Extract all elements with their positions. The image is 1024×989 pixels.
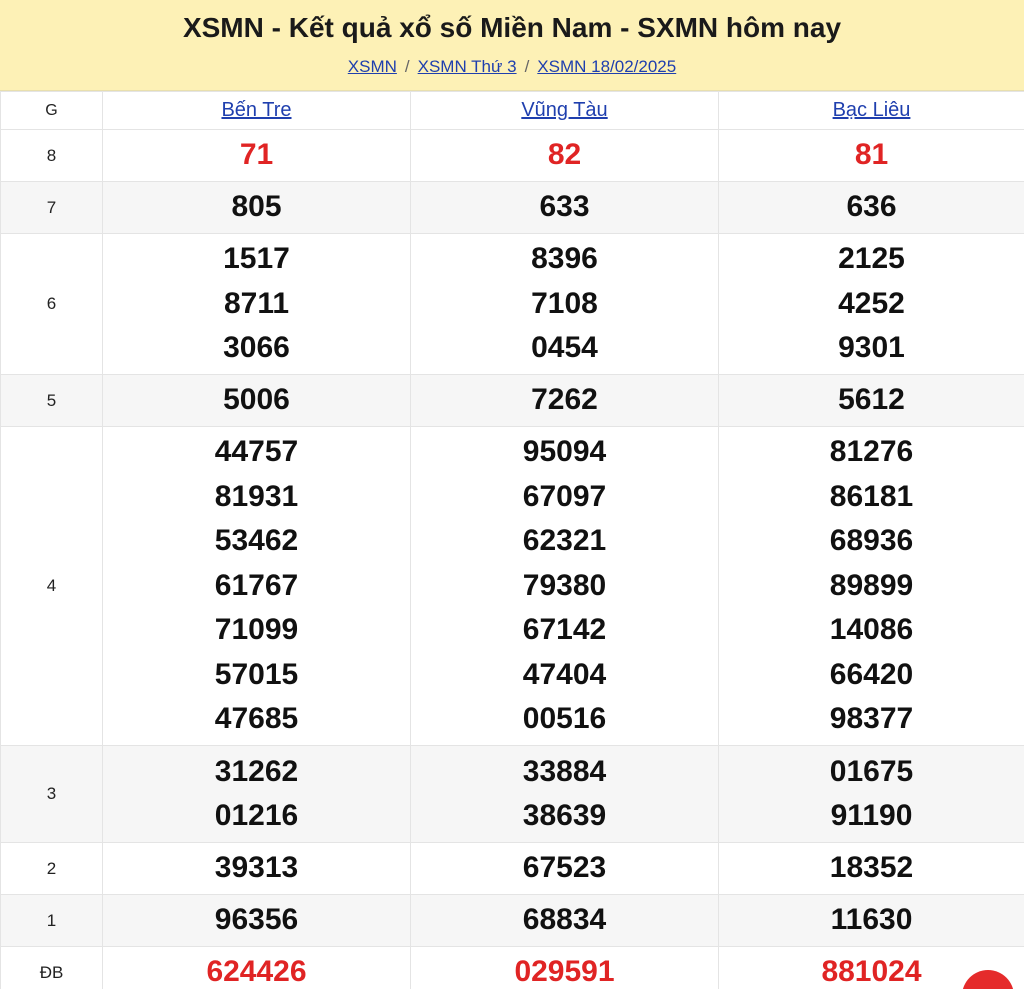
prize-label: 3 bbox=[1, 746, 103, 843]
result-cell bbox=[411, 427, 719, 746]
result-number: 98377 bbox=[829, 702, 914, 736]
prize-column-header: G bbox=[1, 92, 103, 130]
result-number: 01216 bbox=[214, 799, 299, 832]
result-number: 62321 bbox=[522, 524, 607, 558]
result-cell bbox=[103, 427, 411, 746]
province-header bbox=[719, 92, 1024, 130]
result-cell bbox=[411, 182, 719, 234]
result-number: 57015 bbox=[214, 657, 299, 691]
result-number: 89899 bbox=[829, 568, 914, 602]
prize-label: 8 bbox=[1, 130, 103, 182]
breadcrumb-separator: / bbox=[524, 57, 530, 76]
result-number: 82 bbox=[547, 138, 582, 172]
result-number: 61767 bbox=[214, 568, 299, 602]
result-number: 81931 bbox=[214, 479, 299, 513]
result-cell bbox=[411, 746, 719, 843]
prize-label: 2 bbox=[1, 843, 103, 895]
result-number: 624426 bbox=[206, 955, 307, 989]
result-number: 4252 bbox=[838, 286, 905, 320]
result-number: 67097 bbox=[522, 479, 607, 513]
result-cell bbox=[719, 843, 1024, 895]
result-cell bbox=[103, 375, 411, 427]
result-number: 7262 bbox=[531, 383, 598, 417]
result-cell bbox=[103, 130, 411, 182]
result-number: 91190 bbox=[830, 799, 913, 832]
result-number: 8396 bbox=[531, 242, 598, 276]
result-number: 633 bbox=[539, 190, 590, 224]
result-number: 38639 bbox=[522, 799, 607, 832]
table-row bbox=[1, 843, 1024, 895]
table-row bbox=[1, 947, 1024, 989]
results-body bbox=[1, 130, 1024, 989]
result-number: 5006 bbox=[223, 383, 290, 417]
prize-label: ĐB bbox=[1, 947, 103, 989]
province-link-vung-tau[interactable]: Vũng Tàu bbox=[521, 99, 608, 121]
result-cell bbox=[719, 375, 1024, 427]
result-cell bbox=[103, 182, 411, 234]
table-row bbox=[1, 746, 1024, 843]
table-row bbox=[1, 130, 1024, 182]
result-number: 805 bbox=[231, 190, 282, 224]
page-header bbox=[0, 0, 1024, 91]
result-cell bbox=[103, 234, 411, 375]
result-number: 44757 bbox=[214, 435, 299, 469]
result-cell bbox=[411, 947, 719, 989]
result-number: 79380 bbox=[522, 568, 607, 602]
result-cell bbox=[411, 843, 719, 895]
result-number: 029591 bbox=[514, 955, 615, 989]
result-number: 3066 bbox=[223, 331, 290, 365]
table-row bbox=[1, 375, 1024, 427]
result-number: 5612 bbox=[838, 383, 905, 417]
result-number: 39313 bbox=[214, 851, 299, 885]
prize-label: 6 bbox=[1, 234, 103, 375]
result-cell bbox=[103, 895, 411, 947]
result-number: 47404 bbox=[522, 657, 607, 691]
result-cell bbox=[719, 895, 1024, 947]
result-number: 11630 bbox=[830, 903, 913, 937]
table-row bbox=[1, 234, 1024, 375]
result-number: 67142 bbox=[522, 613, 607, 647]
table-row bbox=[1, 427, 1024, 746]
breadcrumb-link-date[interactable]: XSMN 18/02/2025 bbox=[537, 57, 677, 76]
result-cell bbox=[719, 182, 1024, 234]
prize-label: 4 bbox=[1, 427, 103, 746]
result-number: 53462 bbox=[214, 524, 299, 558]
prize-label: 7 bbox=[1, 182, 103, 234]
page-title: XSMN - Kết quả xổ số Miền Nam - SXMN hôm nay bbox=[182, 12, 842, 43]
prize-label: 5 bbox=[1, 375, 103, 427]
result-number: 95094 bbox=[522, 435, 607, 469]
result-number: 9301 bbox=[838, 331, 905, 365]
result-cell bbox=[103, 843, 411, 895]
result-number: 47685 bbox=[214, 702, 299, 736]
result-number: 01675 bbox=[829, 754, 914, 788]
table-row bbox=[1, 182, 1024, 234]
result-number: 0454 bbox=[531, 331, 598, 365]
result-number: 8711 bbox=[223, 286, 290, 320]
result-number: 67523 bbox=[522, 851, 607, 885]
result-cell bbox=[719, 746, 1024, 843]
result-number: 96356 bbox=[214, 903, 299, 937]
result-number: 636 bbox=[846, 190, 897, 224]
result-number: 14086 bbox=[829, 613, 914, 647]
result-number: 18352 bbox=[829, 851, 914, 885]
prize-label: 1 bbox=[1, 895, 103, 947]
result-number: 881024 bbox=[821, 955, 922, 989]
breadcrumb-link-xsmn[interactable]: XSMN bbox=[347, 57, 397, 76]
result-number: 1517 bbox=[223, 242, 290, 276]
province-header bbox=[103, 92, 411, 130]
result-number: 71 bbox=[239, 138, 274, 172]
province-header bbox=[411, 92, 719, 130]
result-cell bbox=[719, 130, 1024, 182]
result-number: 00516 bbox=[522, 702, 607, 736]
breadcrumb-separator: / bbox=[404, 57, 410, 76]
result-number: 71099 bbox=[214, 613, 299, 647]
result-cell bbox=[719, 234, 1024, 375]
breadcrumb bbox=[0, 57, 1024, 77]
result-cell bbox=[411, 375, 719, 427]
province-link-ben-tre[interactable]: Bến Tre bbox=[221, 99, 292, 121]
result-cell bbox=[411, 130, 719, 182]
result-cell bbox=[411, 895, 719, 947]
result-cell bbox=[719, 427, 1024, 746]
breadcrumb-link-xsmn-thu-3[interactable]: XSMN Thứ 3 bbox=[417, 57, 517, 76]
result-number: 7108 bbox=[531, 286, 598, 320]
province-link-bac-lieu[interactable]: Bạc Liêu bbox=[832, 99, 911, 121]
result-cell bbox=[103, 746, 411, 843]
result-number: 66420 bbox=[829, 657, 914, 691]
result-number: 86181 bbox=[829, 479, 914, 513]
results-table bbox=[0, 91, 1024, 989]
result-number: 68936 bbox=[829, 524, 914, 558]
table-header-row bbox=[1, 92, 1024, 130]
result-cell bbox=[103, 947, 411, 989]
result-number: 31262 bbox=[214, 754, 299, 788]
result-number: 81276 bbox=[829, 435, 914, 469]
result-number: 81 bbox=[854, 138, 889, 172]
result-cell bbox=[411, 234, 719, 375]
table-row bbox=[1, 895, 1024, 947]
result-number: 2125 bbox=[838, 242, 905, 276]
result-number: 33884 bbox=[522, 754, 607, 788]
result-number: 68834 bbox=[522, 903, 607, 937]
